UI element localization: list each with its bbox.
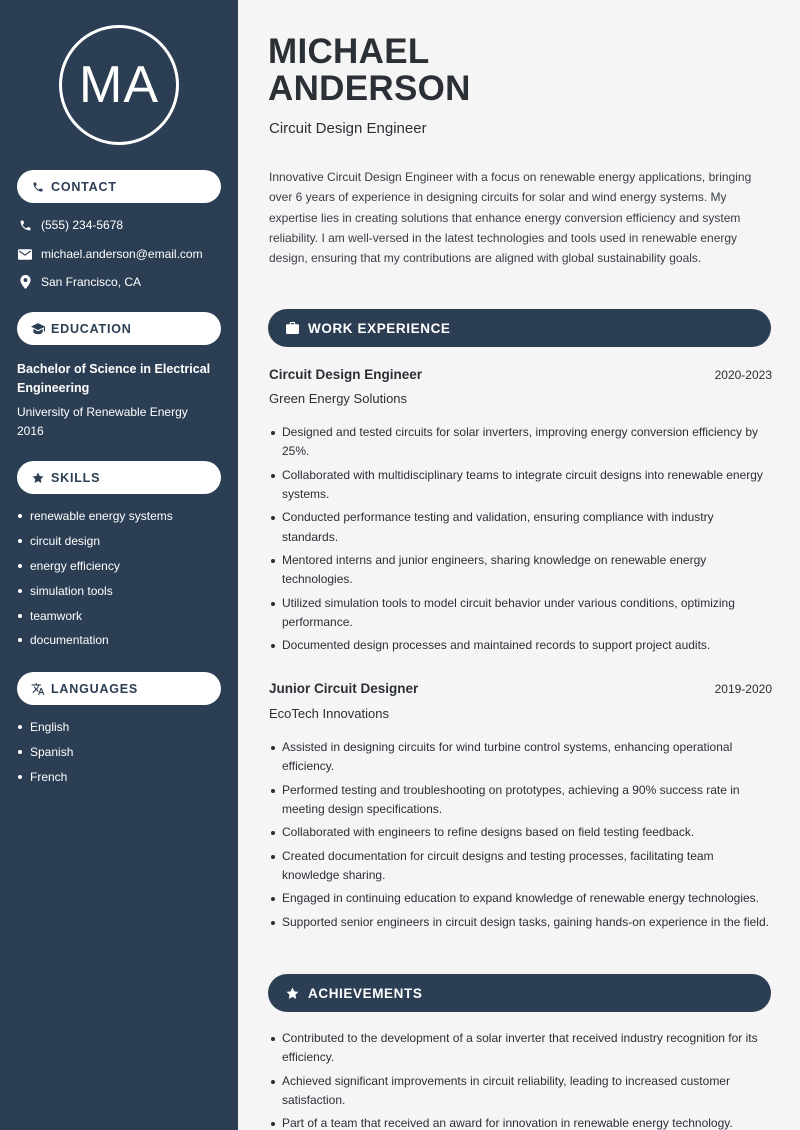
- job-bullet: Collaborated with multidisciplinary teams to integrate circuit designs into renewable energy systems.: [270, 466, 772, 505]
- skill-item: renewable energy systems: [18, 504, 173, 529]
- achievements-heading: [268, 974, 771, 1012]
- email-icon: [18, 247, 32, 261]
- work-experience-heading-label: WORK EXPERIENCE: [308, 320, 451, 336]
- contact-heading: [17, 170, 221, 203]
- contact-location-text: San Francisco, CA: [41, 275, 142, 289]
- skill-item: energy efficiency: [18, 554, 173, 579]
- education-heading-label: EDUCATION: [51, 321, 132, 336]
- job-dates: 2020-2023: [714, 368, 772, 382]
- job-role: Junior Circuit Designer: [269, 681, 419, 696]
- language-item: English: [18, 715, 73, 740]
- skills-list: [18, 504, 173, 653]
- language-item: Spanish: [18, 740, 73, 765]
- language-item: French: [18, 765, 73, 790]
- graduation-cap-icon: [31, 322, 45, 336]
- job-bullet: Assisted in designing circuits for wind turbine control systems, enhancing operational efficiency.: [270, 738, 772, 777]
- avatar-initials: MA: [79, 56, 159, 114]
- contact-phone: [18, 218, 123, 232]
- education-degree: Bachelor of Science in Electrical Engineering: [17, 362, 211, 395]
- contact-phone-text: (555) 234-5678: [41, 218, 124, 232]
- job-bullet: Supported senior engineers in circuit design tasks, gaining hands-on experience in the field.: [270, 913, 772, 932]
- contact-email: [18, 247, 203, 261]
- job-bullet: Engaged in continuing education to expand knowledge of renewable energy technologies.: [270, 889, 772, 908]
- contact-email-text: michael.anderson@email.com: [41, 247, 203, 261]
- achievements-heading-label: ACHIEVEMENTS: [308, 985, 423, 1001]
- briefcase-icon: [285, 321, 299, 335]
- location-pin-icon: [18, 275, 32, 289]
- work-experience-heading: [268, 309, 771, 347]
- star-icon: [31, 471, 45, 485]
- phone-icon: [18, 218, 32, 232]
- skill-item: simulation tools: [18, 578, 173, 603]
- achievement-item: Contributed to the development of a solar inverter that received industry recognition for its efficiency.: [270, 1029, 772, 1068]
- job-bullets: [270, 423, 772, 660]
- phone-icon: [31, 180, 45, 194]
- full-name: [268, 33, 471, 107]
- job-bullets: [270, 738, 772, 936]
- skill-item: circuit design: [18, 529, 173, 554]
- name-last: ANDERSON: [268, 69, 471, 108]
- languages-heading-label: LANGUAGES: [51, 681, 139, 696]
- job-role: Circuit Design Engineer: [269, 367, 423, 382]
- skills-heading: [17, 461, 221, 494]
- achievements-list: [270, 1029, 772, 1130]
- job-header: [269, 681, 772, 696]
- contact-heading-label: CONTACT: [51, 179, 117, 194]
- languages-list: [18, 715, 73, 789]
- job-bullet: Mentored interns and junior engineers, sharing knowledge on renewable energy technologies.: [270, 551, 772, 590]
- job-bullet: Designed and tested circuits for solar inverters, improving energy conversion efficiency by 25%.: [270, 423, 772, 462]
- education-heading: [17, 312, 221, 345]
- skill-item: documentation: [18, 628, 173, 653]
- achievement-item: Achieved significant improvements in circuit reliability, leading to increased customer satisfaction.: [270, 1072, 772, 1111]
- star-icon: [285, 986, 299, 1000]
- job-title: Circuit Design Engineer: [269, 120, 427, 137]
- job-company: EcoTech Innovations: [269, 706, 389, 721]
- education-school: University of Renewable Energy: [17, 405, 188, 419]
- skill-item: teamwork: [18, 603, 173, 628]
- job-header: [269, 367, 772, 382]
- skills-heading-label: SKILLS: [51, 470, 101, 485]
- job-bullet: Created documentation for circuit designs and testing processes, facilitating team knowledge sharing.: [270, 847, 772, 886]
- job-bullet: Collaborated with engineers to refine designs based on field testing feedback.: [270, 823, 772, 842]
- job-company: Green Energy Solutions: [269, 391, 408, 406]
- job-bullet: Performed testing and troubleshooting on prototypes, achieving a 90% success rate in meeting design specifications.: [270, 781, 772, 820]
- job-bullet: Documented design processes and maintained records to support project audits.: [270, 636, 772, 655]
- job-bullet: Conducted performance testing and validation, ensuring compliance with industry standards.: [270, 508, 772, 547]
- profile-summary: Innovative Circuit Design Engineer with a focus on renewable energy applications, bringing over 6 years of experience in designing circuits for solar and wind energy systems. My expertise lies in creating solutions that enhance energy conversion efficiency and system reliability. I am well-versed in the latest technologies and tools used in renewable energy design, ensuring that my contributions are aligned with global sustainability goals.: [269, 170, 752, 266]
- translate-icon: [31, 682, 45, 696]
- languages-heading: [17, 672, 221, 705]
- job-bullet: Utilized simulation tools to model circuit behavior under various conditions, optimizing performance.: [270, 594, 772, 633]
- avatar: [59, 25, 179, 145]
- achievement-item: Part of a team that received an award for innovation in renewable energy technology.: [270, 1114, 772, 1130]
- education-year: 2016: [17, 424, 44, 438]
- job-dates: 2019-2020: [714, 682, 772, 696]
- sidebar: [0, 0, 238, 1130]
- contact-location: [18, 275, 141, 289]
- name-first: MICHAEL: [268, 32, 430, 71]
